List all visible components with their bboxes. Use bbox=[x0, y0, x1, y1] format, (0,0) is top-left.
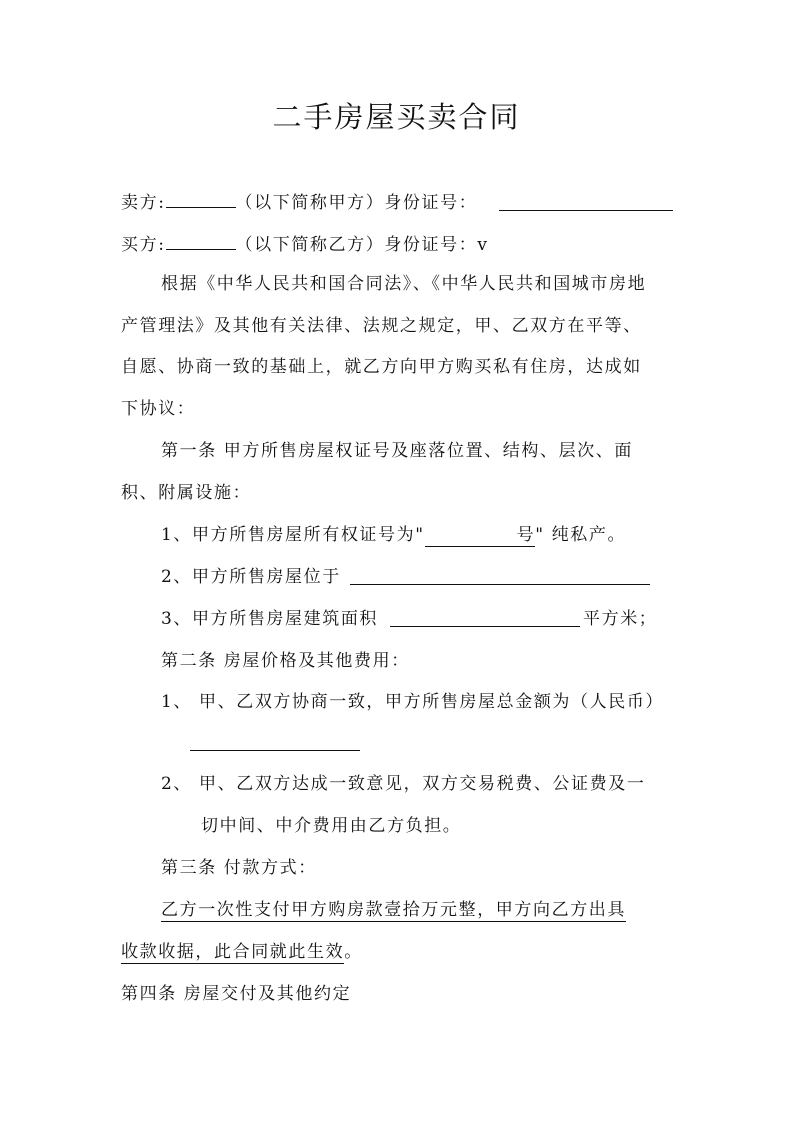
article-1-item-1: 1、甲方所售房屋所有权证号为" 号" 纯私产。 bbox=[161, 525, 627, 545]
payment-terms-line-2: 收款收据，此合同就此生效。 bbox=[121, 942, 363, 962]
buyer-name-blank[interactable] bbox=[166, 231, 236, 250]
seller-label: 卖方: bbox=[121, 193, 166, 213]
intro-line-1: 根据《中华人民共和国合同法》、《中华人民共和国城市房地 bbox=[161, 274, 647, 294]
payment-terms-line-1: 乙方一次性支付甲方购房款壹拾万元整，甲方向乙方出具 bbox=[161, 900, 626, 920]
document-title: 二手房屋买卖合同 bbox=[272, 100, 521, 134]
price-blank[interactable] bbox=[190, 750, 360, 751]
article-1-heading: 第一条 甲方所售房屋权证号及座落位置、结构、层次、面 bbox=[161, 441, 634, 461]
article-2-item-1: 1、 甲、乙双方协商一致，甲方所售房屋总金额为（人民币） bbox=[161, 692, 665, 712]
article-2-item-2-cont: 切中间、中介费用由乙方负担。 bbox=[201, 816, 462, 836]
seller-line bbox=[121, 189, 477, 215]
location-blank[interactable] bbox=[350, 584, 650, 585]
seller-desc: （以下简称甲方）身份证号： bbox=[235, 193, 478, 213]
article-4-heading: 第四条 房屋交付及其他约定 bbox=[121, 984, 352, 1004]
article-2-item-2: 2、 甲、乙双方达成一致意见，双方交易税费、公证费及一 bbox=[161, 774, 646, 794]
area-blank[interactable] bbox=[390, 626, 580, 627]
article-3-heading: 第三条 付款方式： bbox=[161, 858, 317, 878]
seller-id-blank[interactable] bbox=[499, 210, 673, 211]
cert-number-blank[interactable]: 号 bbox=[425, 525, 536, 547]
intro-line-2: 产管理法》及其他有关法律、法规之规定，甲、乙双方在平等、 bbox=[121, 316, 642, 336]
article-1-item-2: 2、甲方所售房屋位于 bbox=[161, 567, 341, 587]
seller-name-blank[interactable] bbox=[166, 189, 236, 208]
buyer-line bbox=[121, 231, 489, 257]
article-1-item-3: 3、甲方所售房屋建筑面积 bbox=[161, 609, 379, 629]
area-unit: 平方米； bbox=[583, 609, 658, 629]
buyer-label: 买方: bbox=[121, 235, 166, 255]
article-1-heading-cont: 积、附属设施： bbox=[121, 483, 252, 503]
intro-line-4: 下协议： bbox=[121, 399, 196, 419]
article-2-heading: 第二条 房屋价格及其他费用： bbox=[161, 651, 410, 671]
intro-line-3: 自愿、协商一致的基础上，就乙方向甲方购买私有住房，达成如 bbox=[121, 357, 642, 377]
buyer-desc: （以下简称乙方）身份证号：v bbox=[235, 235, 489, 255]
